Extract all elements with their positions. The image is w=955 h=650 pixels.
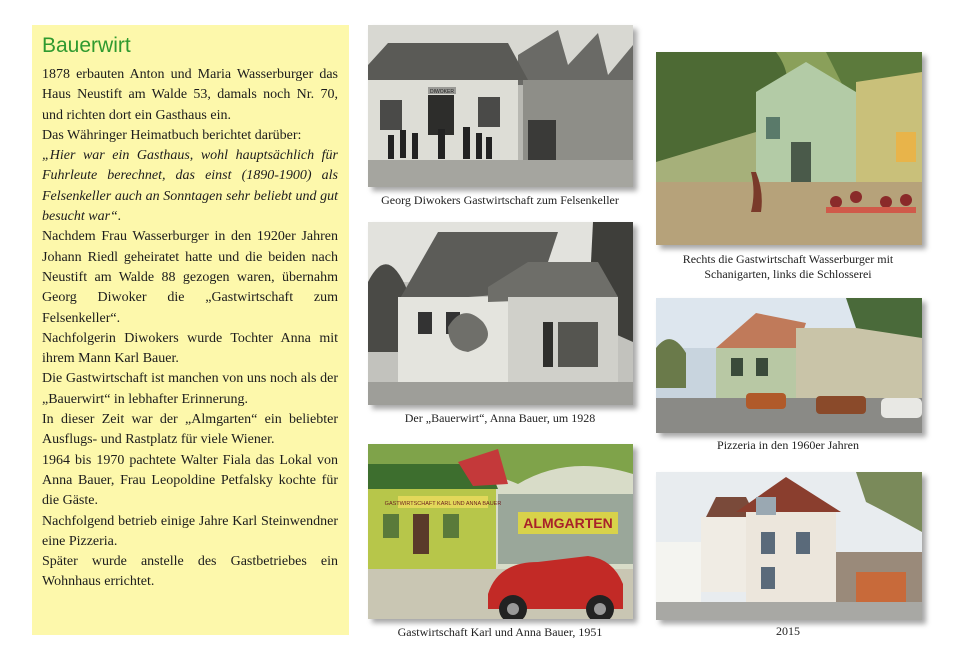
- photo-felsenkeller: [368, 25, 633, 187]
- caption-wasserburger: [640, 252, 936, 282]
- photo-wasserburger: [656, 52, 922, 245]
- almgarten-sign2: GASTWIRTSCHAFT KARL UND ANNA BAUER: [384, 501, 502, 507]
- paragraph: 1964 bis 1970 pachtete Walter Fiala das Lokal von Anna Bauer, Frau Leopoldine Petfalsky kochte für die Gäste.: [42, 452, 338, 509]
- paragraph: Das Währinger Heimatbuch berichtet darüber:: [42, 127, 302, 143]
- paragraph: Nachfolgend betrieb einige Jahre Karl Steinwendner eine Pizzeria.: [42, 513, 338, 549]
- photo-2015: [656, 472, 922, 620]
- paragraph: 1878 erbauten Anton und Maria Wasserburger das Haus Neustift am Walde 53, damals noch Nr. 70, und richten dort ein Gasthaus ein.: [42, 67, 338, 123]
- almgarten-sign: ALMGARTEN: [523, 515, 613, 531]
- text-panel: [32, 25, 349, 635]
- photo-pizzeria: [656, 298, 922, 433]
- caption-wasserburger-line1: Rechts die Gastwirtschaft Wasserburger mit: [682, 252, 894, 266]
- paragraph: In dieser Zeit war der „Almgarten“ ein beliebter Ausflugs- und Rastplatz für viele Wiener.: [42, 412, 338, 448]
- paragraph: Nachfolgerin Diwokers wurde Tochter Anna mit ihrem Mann Karl Bauer.: [42, 330, 338, 367]
- caption-pizzeria: Pizzeria in den 1960er Jahren: [717, 438, 859, 452]
- paragraph: „Hier war ein Gasthaus, wohl hauptsächlich für Fuhrleute berechnet, das einst (1890-1900) als Felsenkeller auch an Sonntagen sehr beliebt und gut besucht war“.: [42, 148, 338, 225]
- photo-almgarten-1951: [368, 444, 633, 619]
- page-title: Bauerwirt: [42, 34, 131, 57]
- paragraph: Später wurde anstelle des Gastbetriebes ein Wohnhaus errichtet.: [42, 554, 338, 590]
- felsenkeller-sign: DIWOKER: [430, 89, 454, 95]
- paragraph: Nachdem Frau Wasserburger in den 1920er Jahren Johann Riedl geheiratet hatte und die beiden nach Neustift am Walde 88 gezogen waren, übernahm Georg Diwoker die „Gastwirtschaft zum Felsenkeller“.: [42, 229, 338, 326]
- caption-bauerwirt-1928: Der „Bauerwirt“, Anna Bauer, um 1928: [404, 411, 596, 425]
- caption-wasserburger-line2: Schanigarten, links die Schlosserei: [704, 267, 872, 281]
- paragraph: Die Gastwirtschaft ist manchen von uns noch als der „Bauerwirt“ in lebhafter Erinnerung.: [42, 371, 338, 407]
- caption-almgarten-1951: Gastwirtschaft Karl und Anna Bauer, 1951: [397, 625, 603, 639]
- photo-bauerwirt-1928: [368, 222, 633, 405]
- caption-felsenkeller: Georg Diwokers Gastwirtschaft zum Felsenkeller: [381, 193, 619, 207]
- body-text: [42, 65, 338, 593]
- caption-2015: 2015: [776, 624, 800, 638]
